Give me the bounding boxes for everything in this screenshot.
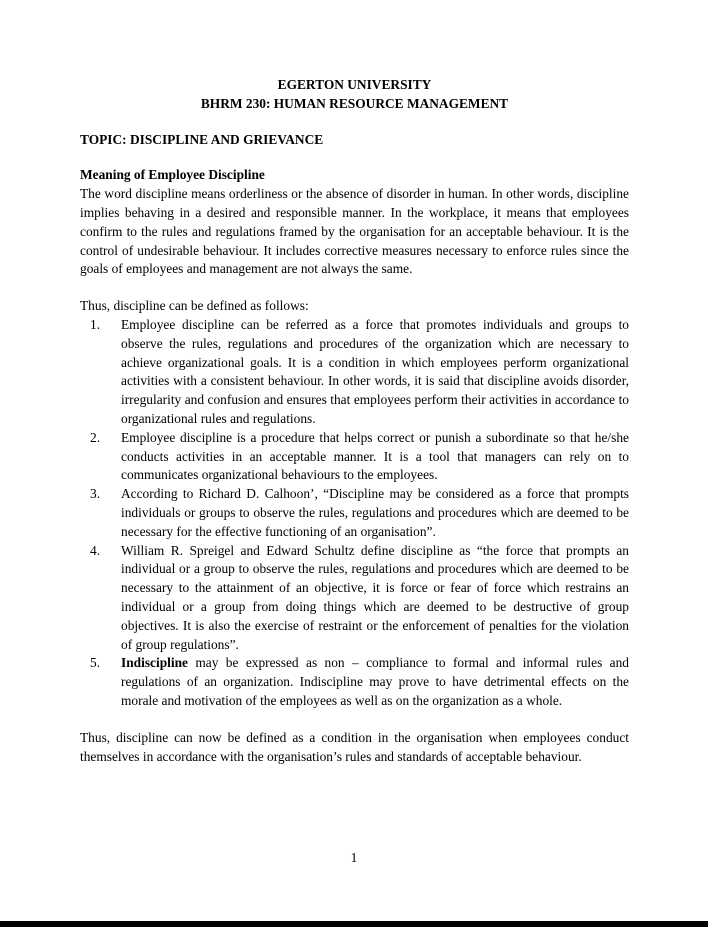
university-title: EGERTON UNIVERSITY [277,77,432,92]
list-item [80,429,629,485]
course-title: BHRM 230: HUMAN RESOURCE MANAGEMENT [200,95,509,111]
page-bottom-border [0,921,708,927]
list-item-number: 4. [90,542,101,558]
list-item-number: 5. [90,655,101,671]
list-item-number: 1. [90,316,101,332]
list-item-text: Employee discipline is a procedure that helps correct or punish a subordinate so that he/she conducts activities in an acceptable manner. It is a tool that managers can rely on to communicates organizational behaviours to the employees. [121,429,629,483]
list-item-bold-term: Indiscipline [121,655,188,671]
list-item [80,485,629,541]
section-heading: Meaning of Employee Discipline [80,167,265,183]
list-item-text: William R. Spreigel and Edward Schultz define discipline as “the force that prompts an individual or a group to observe the rules, regulations and procedures which are deemed to be necessary to the attainment of an objective, it is force or fear of force which restrains an individual or a group from doing things which are deemed to be destructive of group objectives. It is also the exercise of restraint or the enforcement of penalties for the violation of group regulations”. [121,542,629,652]
list-item [80,654,629,710]
list-item-number: 3. [90,486,101,502]
conclusion-paragraph: Thus, discipline can now be defined as a condition in the organisation when employees conduct themselves in accordance with the organisation’s rules and standards of acceptable behaviour. [80,729,629,764]
definition-lead: Thus, discipline can be defined as follows: [80,298,309,314]
list-item [80,542,629,655]
list-item-number: 2. [90,429,101,445]
document-page [80,76,629,766]
list-item [80,316,629,429]
definition-list [80,316,629,711]
list-item-text: Employee discipline can be referred as a force that promotes individuals and groups to observe the rules, regulations and procedures of the organization which are necessary to achieve organizational goals. It is a condition in which employees perform organizational activities with a consistent behaviour. In other words, it is said that discipline avoids disorder, irregularity and confusion and ensures that employees perform their activities in accordance to organizational rules and regulations. [121,316,629,426]
intro-paragraph: The word discipline means orderliness or the absence of disorder in human. In other words, discipline implies behaving in a desired and responsible manner. In the workplace, it means that employees confirm to the rules and regulations framed by the organisation for an acceptable behaviour. It is the control of undesirable behaviour. It includes corrective measures necessary to enforce rules since the goals of employees and management are not always the same. [80,186,629,277]
list-item-text: According to Richard D. Calhoon’, “Discipline may be considered as a force that prompts individuals or groups to observe the rules, regulations and procedures which are deemed to be necessary for the effective functioning of an organisation”. [121,486,629,539]
topic-heading: TOPIC: DISCIPLINE AND GRIEVANCE [80,131,324,147]
list-item-text: may be expressed as non – compliance to formal and informal rules and regulations of an organization. Indiscipline may prove to have detrimental effects on the morale and motivation of the employees as well as on the organization as a whole. [121,655,629,708]
page-number: 1 [350,850,358,865]
